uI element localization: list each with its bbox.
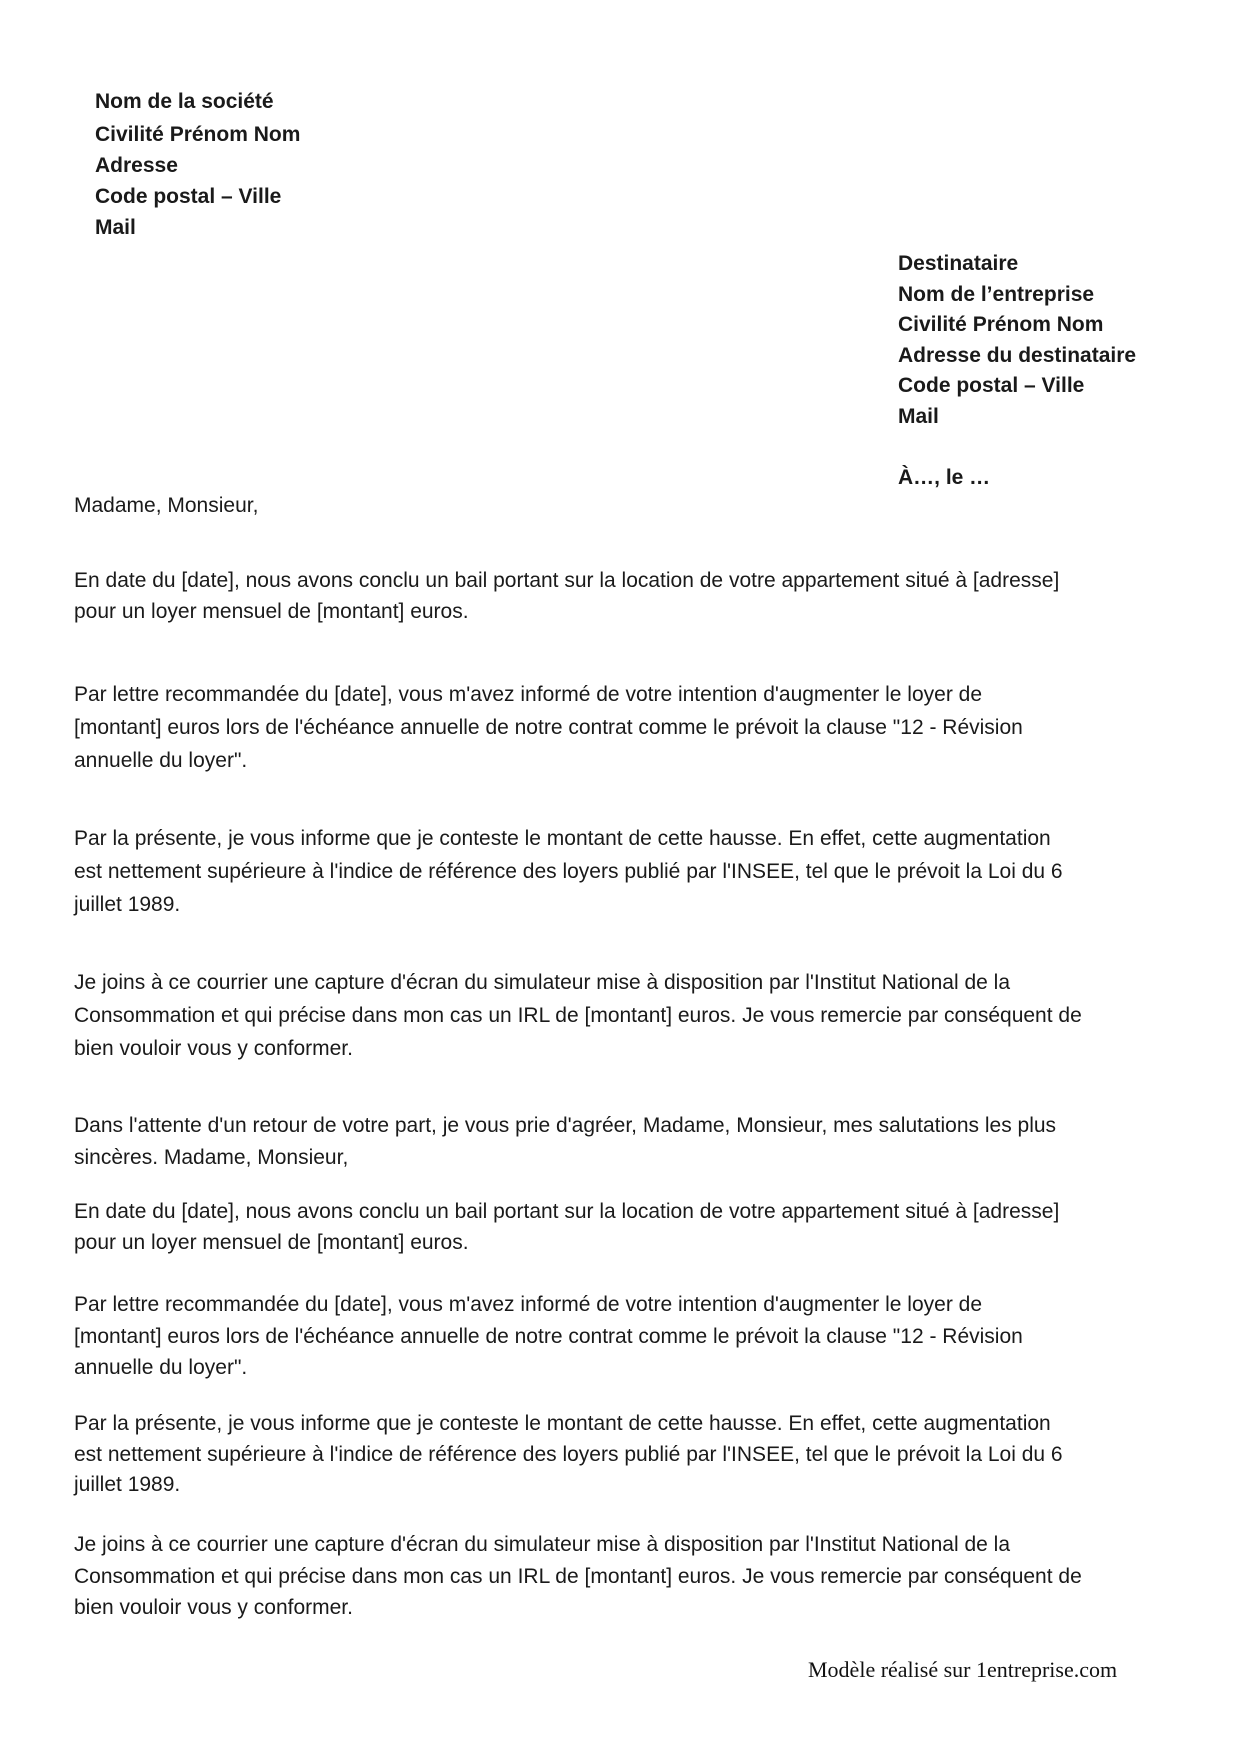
paragraph-line: annuelle du loyer". [74, 749, 248, 772]
paragraph-line: [montant] euros lors de l'échéance annuelle de notre contrat comme le prévoit la clause "12 - Révision [74, 716, 1023, 739]
paragraph-9 [74, 1529, 1174, 1624]
paragraph-1 [74, 566, 1174, 627]
paragraph-8 [74, 1409, 1174, 1501]
paragraph-7 [74, 1289, 1174, 1384]
recipient-company: Nom de l’entreprise [898, 282, 1095, 306]
sender-city: Code postal – Ville [95, 185, 282, 208]
recipient-name: Civilité Prénom Nom [898, 313, 1104, 336]
sender-company: Nom de la société [95, 90, 274, 113]
paragraph-line: Je joins à ce courrier une capture d'écran du simulateur mise à disposition par l'Institut National de la [74, 971, 1011, 994]
paragraph-line: annuelle du loyer". [74, 1356, 248, 1379]
paragraph-line: juillet 1989. [74, 1473, 181, 1496]
footer-credit: Modèle réalisé sur 1entreprise.com [808, 1657, 1118, 1682]
paragraph-6 [74, 1197, 1174, 1258]
paragraph-line: pour un loyer mensuel de [montant] euros. [74, 599, 469, 623]
paragraph-line: bien vouloir vous y conformer. [74, 1037, 353, 1060]
paragraph-line: Par la présente, je vous informe que je conteste le montant de cette hausse. En effet, cette augmentation [74, 1412, 1051, 1435]
paragraph-line: est nettement supérieure à l'indice de référence des loyers publié par l'INSEE, tel que le prévoit la Loi du 6 [74, 860, 1063, 883]
paragraph-line: Par lettre recommandée du [date], vous m'avez informé de votre intention d'augmenter le loyer de [74, 1293, 983, 1316]
paragraph-line: [montant] euros lors de l'échéance annuelle de notre contrat comme le prévoit la clause "12 - Révision [74, 1324, 1023, 1348]
paragraph-4 [74, 966, 1174, 1065]
paragraph-line: Consommation et qui précise dans mon cas un IRL de [montant] euros. Je vous remercie par conséquent de [74, 1564, 1082, 1588]
recipient-label: Destinataire [898, 252, 1019, 275]
paragraph-line: pour un loyer mensuel de [montant] euros. [74, 1230, 469, 1254]
paragraph-line: sincères. Madame, Monsieur, [74, 1145, 349, 1169]
recipient-mail: Mail [898, 404, 939, 428]
paragraph-line: Par la présente, je vous informe que je conteste le montant de cette hausse. En effet, cette augmentation [74, 827, 1051, 850]
recipient-block [898, 249, 1136, 432]
sender-address: Adresse [95, 154, 178, 177]
recipient-address: Adresse du destinataire [898, 343, 1137, 367]
recipient-city: Code postal – Ville [898, 374, 1085, 397]
sender-name: Civilité Prénom Nom [95, 123, 301, 146]
date-place: À…, le … [898, 466, 991, 489]
paragraph-3 [74, 822, 1174, 921]
paragraph-line: Je joins à ce courrier une capture d'écran du simulateur mise à disposition par l'Institut National de la [74, 1533, 1011, 1556]
sender-block [95, 86, 300, 243]
paragraph-line: En date du [date], nous avons conclu un bail portant sur la location de votre appartement situé à [adresse] [74, 1200, 1060, 1223]
paragraph-line: En date du [date], nous avons conclu un bail portant sur la location de votre appartement situé à [adresse] [74, 569, 1060, 592]
paragraph-line: est nettement supérieure à l'indice de référence des loyers publié par l'INSEE, tel que le prévoit la Loi du 6 [74, 1442, 1063, 1466]
sender-mail: Mail [95, 216, 136, 239]
paragraph-5 [74, 1110, 1174, 1173]
paragraph-line: Consommation et qui précise dans mon cas un IRL de [montant] euros. Je vous remercie par conséquent de [74, 1004, 1082, 1027]
paragraph-2 [74, 678, 1174, 777]
paragraph-line: bien vouloir vous y conformer. [74, 1596, 353, 1619]
paragraph-line: juillet 1989. [74, 893, 181, 916]
salutation: Madame, Monsieur, [74, 494, 259, 517]
paragraph-line: Dans l'attente d'un retour de votre part, je vous prie d'agréer, Madame, Monsieur, mes salutations les plus [74, 1114, 1057, 1137]
paragraph-line: Par lettre recommandée du [date], vous m'avez informé de votre intention d'augmenter le loyer de [74, 683, 983, 706]
